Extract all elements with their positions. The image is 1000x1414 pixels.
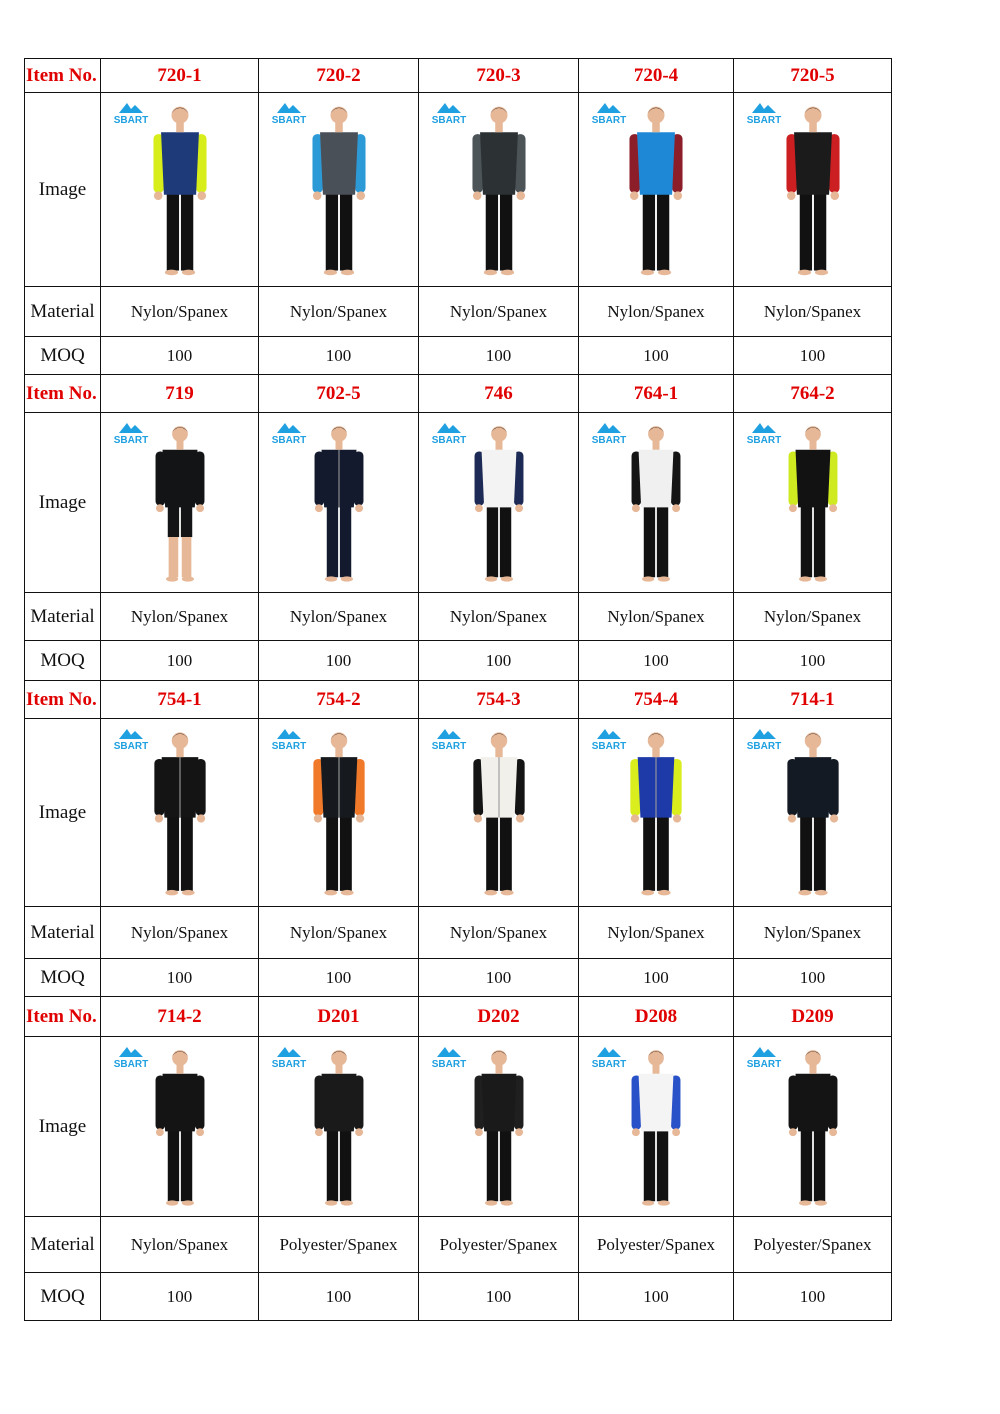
swimsuit-figure bbox=[763, 726, 863, 900]
svg-text:SBART: SBART bbox=[746, 1059, 782, 1069]
material-value: Nylon/Spanex bbox=[579, 287, 734, 337]
material-value: Nylon/Spanex bbox=[259, 593, 419, 641]
moq-value: 100 bbox=[259, 337, 419, 375]
item-code: 720-5 bbox=[734, 59, 892, 93]
item-code: 754-2 bbox=[259, 681, 419, 719]
product-image bbox=[419, 719, 579, 907]
product-image bbox=[101, 413, 259, 593]
image-label: Image bbox=[25, 1037, 101, 1217]
sbart-logo bbox=[742, 101, 786, 125]
product-image bbox=[259, 719, 419, 907]
material-value: Nylon/Spanex bbox=[579, 907, 734, 959]
product-image bbox=[419, 413, 579, 593]
moq-value: 100 bbox=[101, 959, 259, 997]
sbart-logo bbox=[109, 421, 153, 445]
svg-text:SBART: SBART bbox=[591, 435, 627, 445]
sbart-logo bbox=[742, 1045, 786, 1069]
product-image bbox=[101, 93, 259, 287]
svg-text:SBART: SBART bbox=[431, 741, 467, 751]
material-label: Material bbox=[25, 287, 101, 337]
moq-label: MOQ bbox=[25, 959, 101, 997]
material-value: Polyester/Spanex bbox=[259, 1217, 419, 1273]
product-catalog-table bbox=[24, 58, 892, 1321]
moq-value: 100 bbox=[419, 959, 579, 997]
svg-text:SBART: SBART bbox=[113, 435, 149, 445]
moq-value: 100 bbox=[101, 1273, 259, 1321]
item-code: 764-1 bbox=[579, 375, 734, 413]
sbart-logo bbox=[742, 727, 786, 751]
svg-text:SBART: SBART bbox=[431, 435, 467, 445]
sbart-logo bbox=[427, 1045, 471, 1069]
product-image bbox=[419, 93, 579, 287]
svg-text:SBART: SBART bbox=[271, 1059, 307, 1069]
moq-value: 100 bbox=[734, 959, 892, 997]
swimsuit-figure bbox=[449, 726, 549, 900]
item-no-label: Item No. bbox=[25, 59, 101, 93]
svg-text:SBART: SBART bbox=[113, 1059, 149, 1069]
material-label: Material bbox=[25, 593, 101, 641]
material-value: Nylon/Spanex bbox=[259, 287, 419, 337]
sbart-logo bbox=[267, 421, 311, 445]
sbart-logo bbox=[267, 727, 311, 751]
item-code: 720-1 bbox=[101, 59, 259, 93]
sbart-logo bbox=[587, 727, 631, 751]
moq-value: 100 bbox=[419, 1273, 579, 1321]
item-code: 720-2 bbox=[259, 59, 419, 93]
item-code: 719 bbox=[101, 375, 259, 413]
moq-label: MOQ bbox=[25, 1273, 101, 1321]
material-value: Nylon/Spanex bbox=[259, 907, 419, 959]
moq-value: 100 bbox=[259, 1273, 419, 1321]
product-image bbox=[579, 719, 734, 907]
product-image bbox=[734, 719, 892, 907]
sbart-logo bbox=[587, 421, 631, 445]
material-label: Material bbox=[25, 907, 101, 959]
item-code: 754-3 bbox=[419, 681, 579, 719]
item-code: 714-1 bbox=[734, 681, 892, 719]
swimsuit-figure bbox=[289, 100, 389, 280]
swimsuit-figure bbox=[289, 726, 389, 900]
item-no-label: Item No. bbox=[25, 375, 101, 413]
svg-text:SBART: SBART bbox=[431, 1059, 467, 1069]
moq-value: 100 bbox=[259, 641, 419, 681]
moq-value: 100 bbox=[419, 641, 579, 681]
item-code: 754-1 bbox=[101, 681, 259, 719]
image-label: Image bbox=[25, 93, 101, 287]
material-value: Nylon/Spanex bbox=[101, 1217, 259, 1273]
moq-value: 100 bbox=[579, 337, 734, 375]
item-code: D208 bbox=[579, 997, 734, 1037]
moq-label: MOQ bbox=[25, 337, 101, 375]
moq-value: 100 bbox=[419, 337, 579, 375]
svg-text:SBART: SBART bbox=[113, 115, 149, 125]
sbart-logo bbox=[109, 727, 153, 751]
item-code: 720-3 bbox=[419, 59, 579, 93]
product-image bbox=[734, 1037, 892, 1217]
sbart-logo bbox=[587, 1045, 631, 1069]
material-value: Polyester/Spanex bbox=[419, 1217, 579, 1273]
material-value: Nylon/Spanex bbox=[101, 287, 259, 337]
svg-text:SBART: SBART bbox=[746, 741, 782, 751]
item-no-label: Item No. bbox=[25, 681, 101, 719]
material-value: Nylon/Spanex bbox=[419, 593, 579, 641]
material-value: Polyester/Spanex bbox=[579, 1217, 734, 1273]
item-code: 764-2 bbox=[734, 375, 892, 413]
item-code: 714-2 bbox=[101, 997, 259, 1037]
svg-text:SBART: SBART bbox=[746, 435, 782, 445]
sbart-logo bbox=[109, 101, 153, 125]
material-value: Nylon/Spanex bbox=[579, 593, 734, 641]
material-value: Nylon/Spanex bbox=[734, 593, 892, 641]
item-code: D209 bbox=[734, 997, 892, 1037]
product-image bbox=[579, 93, 734, 287]
material-value: Nylon/Spanex bbox=[419, 287, 579, 337]
image-label: Image bbox=[25, 719, 101, 907]
product-image bbox=[101, 719, 259, 907]
svg-text:SBART: SBART bbox=[113, 741, 149, 751]
svg-text:SBART: SBART bbox=[431, 115, 467, 125]
sbart-logo bbox=[742, 421, 786, 445]
swimsuit-figure bbox=[606, 100, 706, 280]
moq-value: 100 bbox=[734, 641, 892, 681]
item-code: 754-4 bbox=[579, 681, 734, 719]
swimsuit-figure bbox=[130, 100, 230, 280]
svg-text:SBART: SBART bbox=[271, 741, 307, 751]
sbart-logo bbox=[587, 101, 631, 125]
product-image bbox=[101, 1037, 259, 1217]
item-code: 746 bbox=[419, 375, 579, 413]
image-label: Image bbox=[25, 413, 101, 593]
item-no-label: Item No. bbox=[25, 997, 101, 1037]
product-image bbox=[419, 1037, 579, 1217]
svg-text:SBART: SBART bbox=[271, 435, 307, 445]
moq-value: 100 bbox=[734, 337, 892, 375]
sbart-logo bbox=[267, 1045, 311, 1069]
svg-text:SBART: SBART bbox=[591, 1059, 627, 1069]
item-code: 720-4 bbox=[579, 59, 734, 93]
moq-value: 100 bbox=[579, 959, 734, 997]
swimsuit-figure bbox=[449, 100, 549, 280]
sbart-logo bbox=[427, 727, 471, 751]
item-code: D201 bbox=[259, 997, 419, 1037]
swimsuit-figure bbox=[606, 726, 706, 900]
product-image bbox=[259, 93, 419, 287]
product-image bbox=[259, 1037, 419, 1217]
svg-text:SBART: SBART bbox=[746, 115, 782, 125]
material-value: Nylon/Spanex bbox=[734, 287, 892, 337]
svg-text:SBART: SBART bbox=[271, 115, 307, 125]
product-image bbox=[259, 413, 419, 593]
moq-label: MOQ bbox=[25, 641, 101, 681]
svg-text:SBART: SBART bbox=[591, 741, 627, 751]
material-value: Nylon/Spanex bbox=[734, 907, 892, 959]
moq-value: 100 bbox=[579, 641, 734, 681]
product-image bbox=[579, 413, 734, 593]
material-value: Nylon/Spanex bbox=[101, 593, 259, 641]
svg-text:SBART: SBART bbox=[591, 115, 627, 125]
swimsuit-figure bbox=[130, 726, 230, 900]
product-image bbox=[734, 93, 892, 287]
item-code: 702-5 bbox=[259, 375, 419, 413]
material-value: Nylon/Spanex bbox=[101, 907, 259, 959]
product-image bbox=[579, 1037, 734, 1217]
product-image bbox=[734, 413, 892, 593]
material-value: Nylon/Spanex bbox=[419, 907, 579, 959]
item-code: D202 bbox=[419, 997, 579, 1037]
moq-value: 100 bbox=[259, 959, 419, 997]
moq-value: 100 bbox=[101, 641, 259, 681]
sbart-logo bbox=[267, 101, 311, 125]
material-label: Material bbox=[25, 1217, 101, 1273]
material-value: Polyester/Spanex bbox=[734, 1217, 892, 1273]
moq-value: 100 bbox=[101, 337, 259, 375]
sbart-logo bbox=[427, 421, 471, 445]
sbart-logo bbox=[109, 1045, 153, 1069]
moq-value: 100 bbox=[734, 1273, 892, 1321]
swimsuit-figure bbox=[763, 100, 863, 280]
sbart-logo bbox=[427, 101, 471, 125]
moq-value: 100 bbox=[579, 1273, 734, 1321]
